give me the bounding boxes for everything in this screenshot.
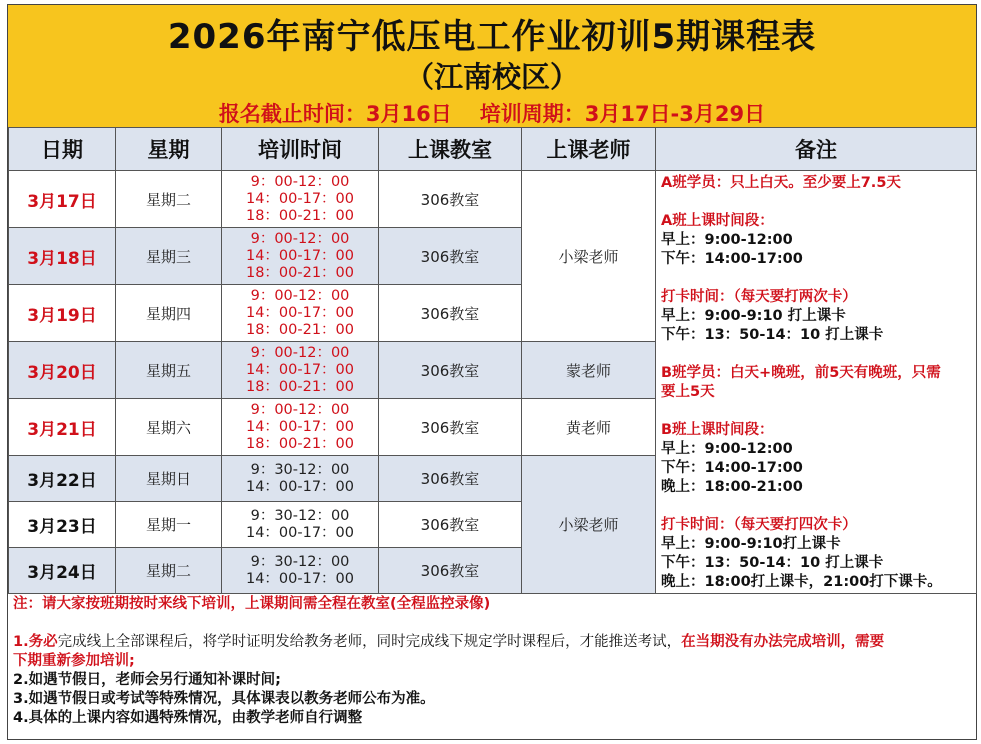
date-cell: 3月21日 [9, 399, 116, 456]
time-cell [222, 399, 379, 456]
teacher-cell: 黄老师 [522, 399, 656, 456]
footer-item-1 [13, 633, 973, 652]
time-slot: 18：00-21：00 [245, 435, 355, 452]
column-header-notes: 备注 [656, 128, 977, 171]
time-slot: 9：00-12：00 [250, 173, 350, 190]
note-a-afternoon: 下午：14:00-17:00 [661, 251, 803, 267]
note-a-checkin-afternoon: 下午：13：50-14：10 打上课卡 [661, 327, 884, 343]
teacher-cell: 蒙老师 [522, 342, 656, 399]
time-slot: 14：00-17：00 [245, 478, 355, 495]
column-header-teacher: 上课老师 [522, 128, 656, 171]
note-b-checkin-evening: 晚上：18:00打上课卡，21:00打下课卡。 [661, 574, 942, 590]
weekday-cell: 星期二 [116, 171, 222, 228]
time-slot: 14：00-17：00 [245, 524, 355, 541]
time-slot: 9：30-12：00 [250, 553, 350, 570]
date-cell: 3月17日 [9, 171, 116, 228]
footer-notes [8, 595, 973, 728]
weekday-cell: 星期二 [116, 548, 222, 594]
footer-item-1-prefix: 1.务必 [13, 634, 58, 650]
time-cell [222, 285, 379, 342]
footer-note: 注：请大家按班期按时来线下培训，上课期间需全程在教室(全程监控录像) [13, 596, 491, 612]
table-header-row [9, 128, 977, 171]
room-cell: 306教室 [379, 228, 522, 285]
note-b-checkin-morning: 早上：9:00-9:10打上课卡 [661, 536, 841, 552]
date-cell: 3月23日 [9, 502, 116, 548]
teacher-cell: 小梁老师 [522, 456, 656, 594]
date-cell: 3月20日 [9, 342, 116, 399]
time-slot: 18：00-21：00 [245, 264, 355, 281]
column-header-weekday: 星期 [116, 128, 222, 171]
room-cell: 306教室 [379, 548, 522, 594]
column-header-time: 培训时间 [222, 128, 379, 171]
time-slot: 18：00-21：00 [245, 207, 355, 224]
note-b-schedule-title: B班上课时间段： [661, 422, 774, 438]
room-cell: 306教室 [379, 456, 522, 502]
footer-item-1-cont: 下期重新参加培训; [13, 653, 135, 669]
weekday-cell: 星期三 [116, 228, 222, 285]
time-cell [222, 228, 379, 285]
note-b-class: B班学员：白天+晚班，前5天有晚班，只需 [661, 365, 941, 381]
time-slot: 9：00-12：00 [250, 287, 350, 304]
teacher-cell: 小梁老师 [522, 171, 656, 342]
footer-item-1-body: 完成线上全部课程后，将学时证明发给教务老师，同时完成线下规定学时课程后，才能推送考试， [57, 634, 682, 650]
date-cell: 3月22日 [9, 456, 116, 502]
footer-item-2: 2.如遇节假日，老师会另行通知补课时间; [13, 672, 281, 688]
room-cell: 306教室 [379, 285, 522, 342]
training-period: 培训周期：3月17日-3月29日 [479, 102, 766, 126]
room-cell: 306教室 [379, 502, 522, 548]
note-a-schedule-title: A班上课时间段： [661, 213, 774, 229]
time-cell [222, 502, 379, 548]
footer-item-3: 3.如遇节假日或考试等特殊情况，具体课表以教务老师公布为准。 [13, 691, 435, 707]
time-cell [222, 342, 379, 399]
time-slot: 14：00-17：00 [245, 247, 355, 264]
room-cell: 306教室 [379, 342, 522, 399]
note-a-checkin-morning: 早上：9:00-9:10 打上课卡 [661, 308, 846, 324]
registration-period [8, 98, 976, 128]
registration-deadline: 报名截止时间：3月16日 [218, 102, 452, 126]
note-a-morning: 早上：9:00-12:00 [661, 232, 793, 248]
header-banner [8, 5, 976, 128]
campus-subtitle: （江南校区） [404, 60, 579, 94]
note-b-checkin-title: 打卡时间：（每天要打四次卡） [661, 517, 857, 533]
note-b-class-cont: 要上5天 [661, 384, 715, 400]
time-slot: 18：00-21：00 [245, 321, 355, 338]
date-cell: 3月18日 [9, 228, 116, 285]
weekday-cell: 星期六 [116, 399, 222, 456]
time-slot: 14：00-17：00 [245, 304, 355, 321]
date-cell: 3月24日 [9, 548, 116, 594]
room-cell: 306教室 [379, 171, 522, 228]
note-a-class: A班学员：只上白天。至少要上7.5天 [661, 175, 901, 191]
time-slot: 9：30-12：00 [250, 507, 350, 524]
note-a-checkin-title: 打卡时间：（每天要打两次卡） [661, 289, 857, 305]
time-slot: 9：00-12：00 [250, 401, 350, 418]
time-slot: 9：00-12：00 [250, 344, 350, 361]
time-cell [222, 548, 379, 594]
schedule-sheet [7, 4, 977, 740]
table-row [9, 171, 977, 228]
room-cell: 306教室 [379, 399, 522, 456]
footer-item-4: 4.具体的上课内容如遇特殊情况，由教学老师自行调整 [13, 710, 363, 726]
weekday-cell: 星期四 [116, 285, 222, 342]
weekday-cell: 星期日 [116, 456, 222, 502]
note-b-afternoon: 下午：14:00-17:00 [661, 460, 803, 476]
weekday-cell: 星期一 [116, 502, 222, 548]
page-title: 2026年南宁低压电工作业初训5期课程表 [167, 17, 817, 57]
time-slot: 14：00-17：00 [245, 570, 355, 587]
footer-item-1-warning: 在当期没有办法完成培训，需要 [681, 634, 885, 650]
time-slot: 18：00-21：00 [245, 378, 355, 395]
time-cell [222, 171, 379, 228]
column-header-room: 上课教室 [379, 128, 522, 171]
time-cell [222, 456, 379, 502]
notes-cell [656, 171, 977, 594]
note-b-morning: 早上：9:00-12:00 [661, 441, 793, 457]
column-header-date: 日期 [9, 128, 116, 171]
note-b-evening: 晚上：18:00-21:00 [661, 479, 803, 495]
time-slot: 14：00-17：00 [245, 418, 355, 435]
schedule-table [8, 127, 977, 594]
time-slot: 9：00-12：00 [250, 230, 350, 247]
time-slot: 9：30-12：00 [250, 461, 350, 478]
weekday-cell: 星期五 [116, 342, 222, 399]
time-slot: 14：00-17：00 [245, 190, 355, 207]
time-slot: 14：00-17：00 [245, 361, 355, 378]
note-b-checkin-afternoon: 下午：13：50-14：10 打上课卡 [661, 555, 884, 571]
date-cell: 3月19日 [9, 285, 116, 342]
